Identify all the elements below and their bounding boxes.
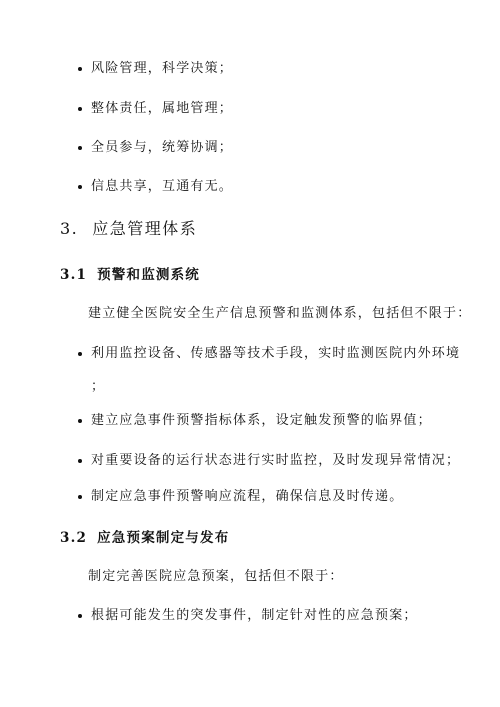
section-title: 应急管理体系	[92, 219, 198, 238]
bullet-icon	[78, 185, 82, 189]
subsection-number: 3.1	[60, 267, 88, 283]
section-heading	[60, 219, 197, 239]
list-item-text: 信息共享，互通有无。	[91, 179, 234, 194]
bullet-icon	[78, 146, 82, 150]
list-item-text: 利用监控设备、传感器等技术手段，实时监测医院内外环境	[91, 346, 461, 361]
bullet-icon	[78, 107, 82, 111]
paragraph: 建立健全医院安全生产信息预警和监测体系，包括但不限于：	[88, 306, 472, 321]
list-item-text: 根据可能发生的突发事件，制定针对性的应急预案；	[91, 608, 418, 623]
list-item-text: 建立应急事件预警指标体系，设定触发预警的临界值；	[91, 413, 432, 428]
subsection-title: 应急预案制定与发布	[97, 530, 230, 546]
list-item-text: 整体责任，属地管理；	[91, 101, 234, 116]
bullet-icon	[78, 352, 82, 356]
list-item-text: 制定应急事件预警响应流程，确保信息及时传递。	[91, 489, 404, 504]
subsection-heading	[60, 529, 229, 547]
list-item-continuation: ；	[91, 379, 105, 394]
bullet-icon	[78, 495, 82, 499]
list-item-text: 风险管理，科学决策；	[91, 61, 234, 76]
subsection-title: 预警和监测系统	[97, 267, 200, 283]
bullet-icon	[78, 459, 82, 463]
subsection-heading	[60, 266, 200, 284]
list-item-text: 全员参与，统筹协调；	[91, 140, 234, 155]
bullet-icon	[78, 614, 82, 618]
paragraph: 制定完善医院应急预案，包括但不限于：	[88, 569, 344, 584]
section-number: 3.	[60, 219, 79, 238]
list-item-text: 对重要设备的运行状态进行实时监控，及时发现异常情况；	[91, 453, 461, 468]
bullet-icon	[78, 67, 82, 71]
subsection-number: 3.2	[60, 530, 88, 546]
bullet-icon	[78, 419, 82, 423]
